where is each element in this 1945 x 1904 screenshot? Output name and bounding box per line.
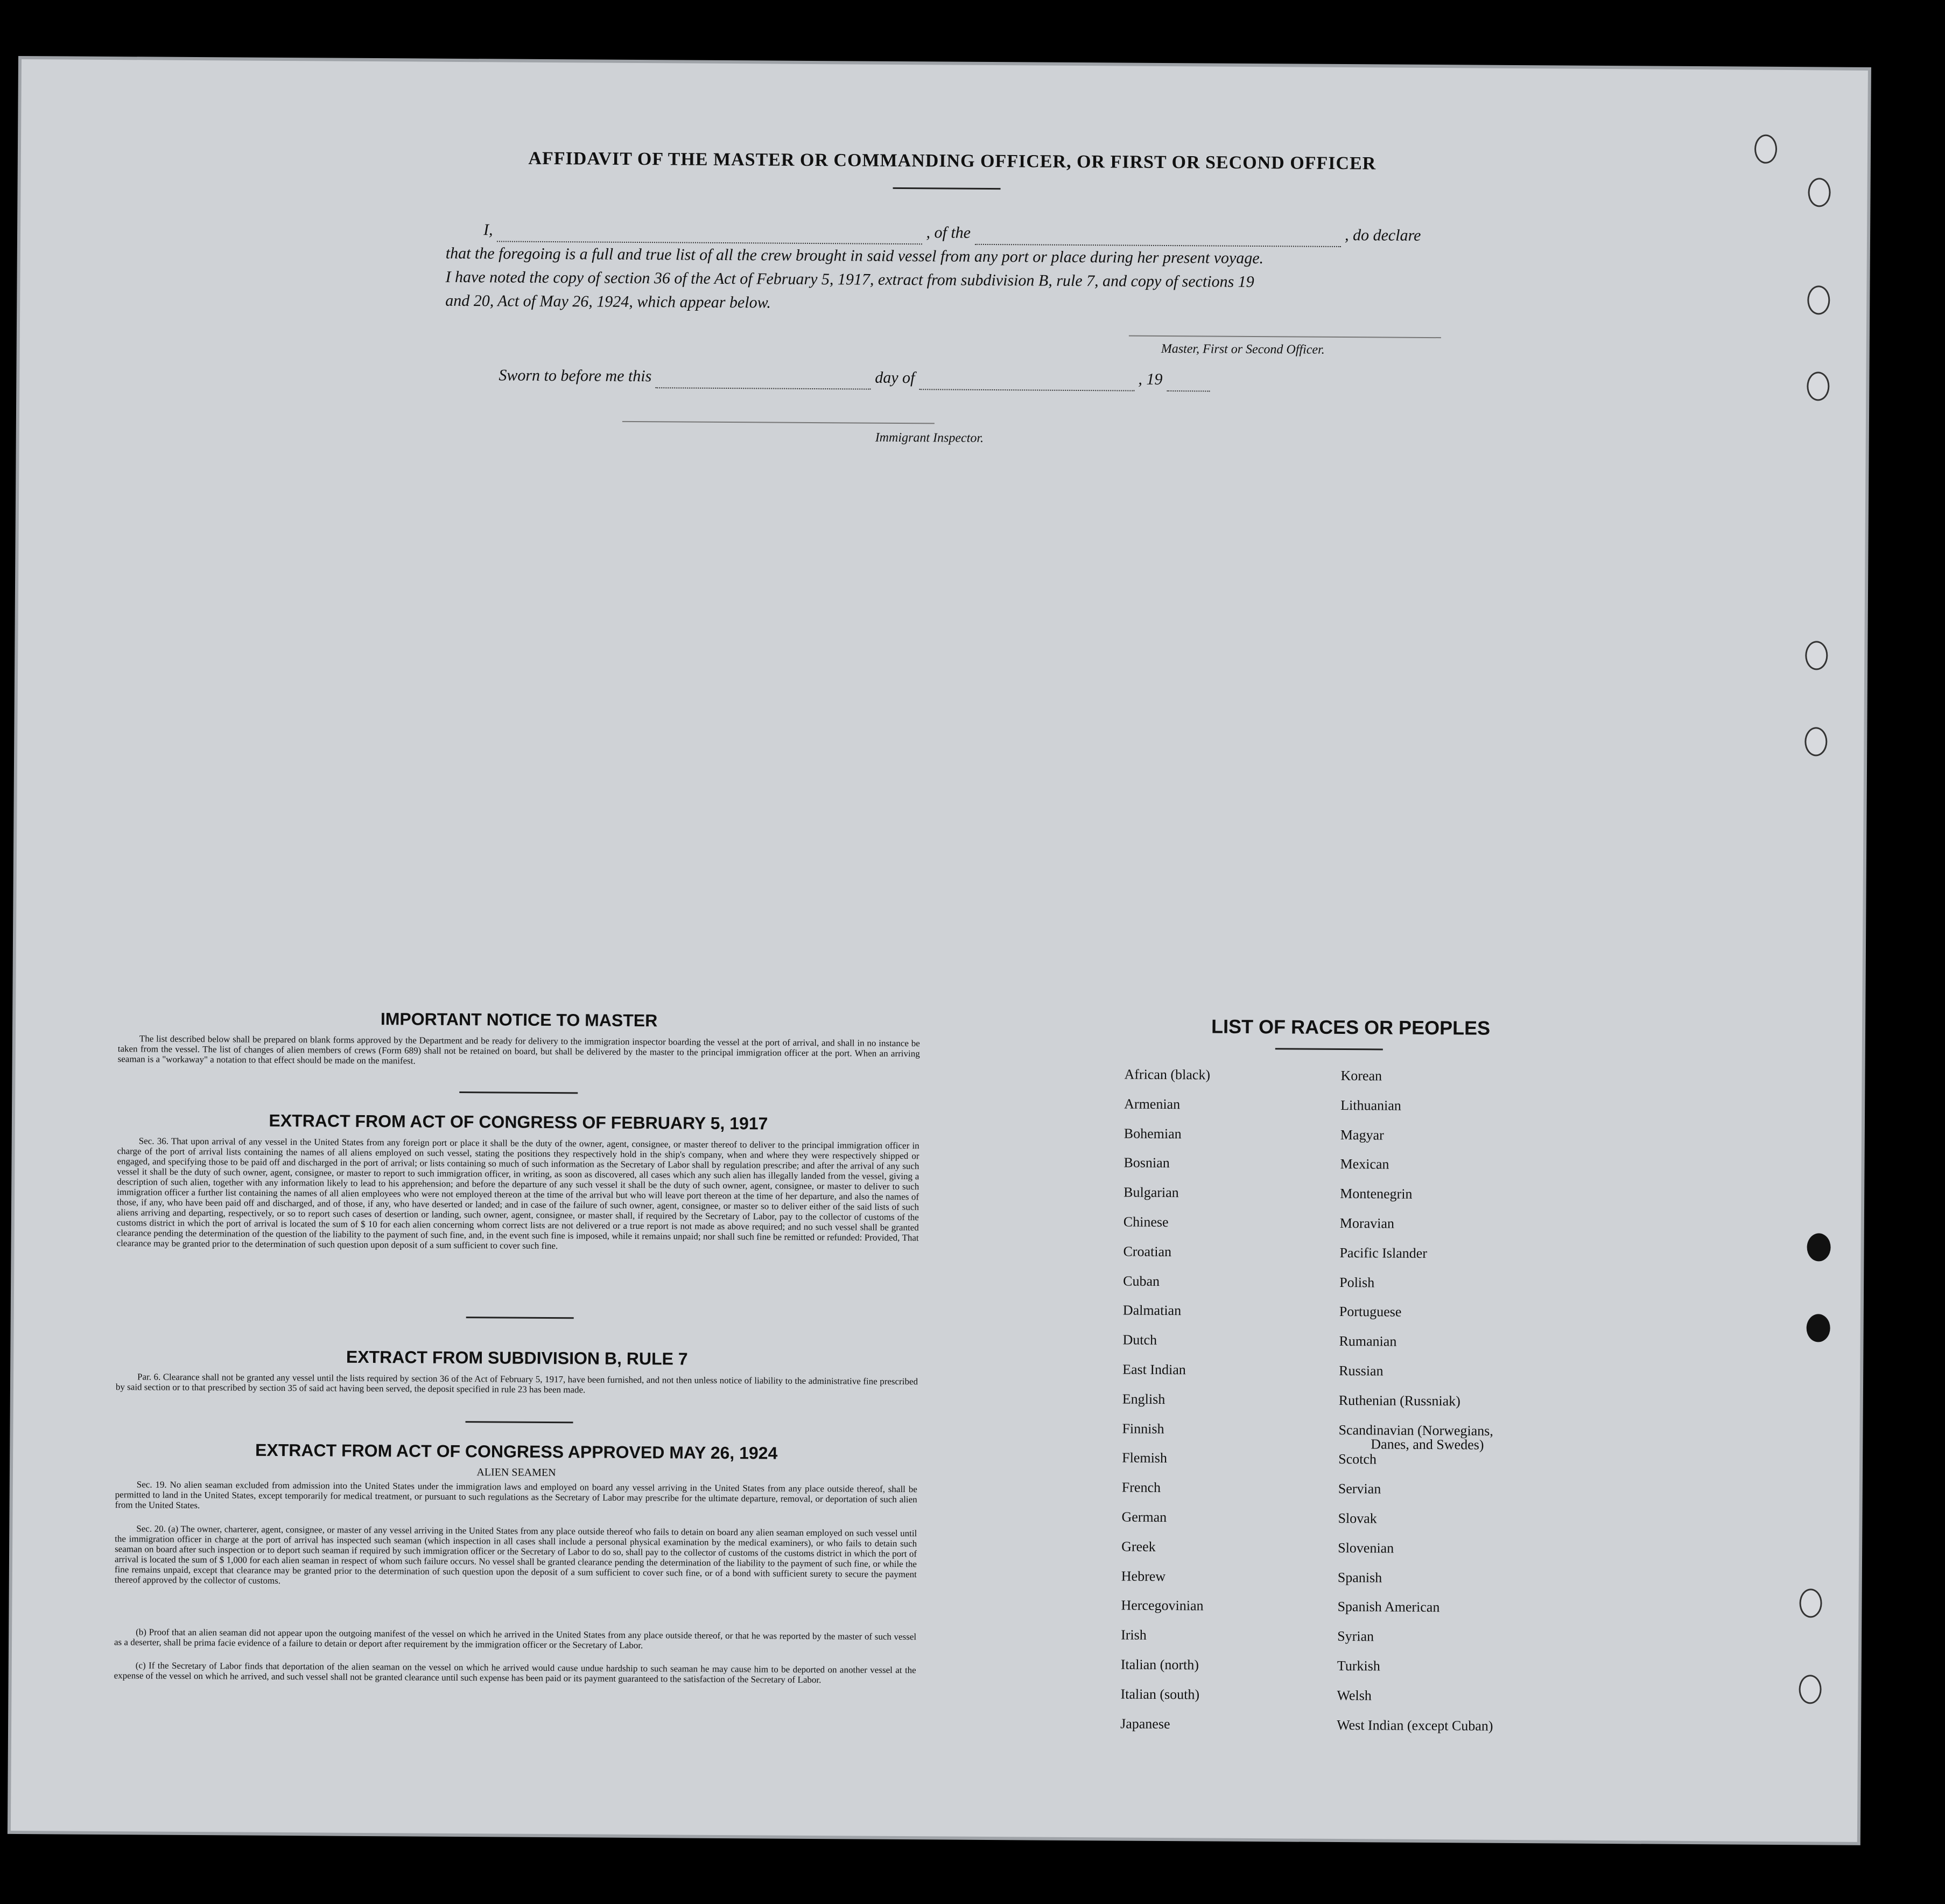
race-item: East Indian <box>1122 1361 1186 1378</box>
i-label: I, <box>483 221 493 239</box>
race-item: Hercegovinian <box>1121 1597 1204 1614</box>
races-rule <box>1275 1048 1383 1050</box>
race-item: Spanish <box>1337 1569 1382 1586</box>
binder-hole-icon <box>1808 178 1830 207</box>
notice-body: The list described below shall be prepared on blank forms approved by the Department and be ready for delivery to the immigration inspector boarding the vessel at the port of arrival, and shall in no instance be taken from the vessel. The list of changes of alien members of crews (Form 689) shall not be retained on board, but shall be delivered by the master to the principal immigration officer at the port. When an arriving seaman is a "workaway" a notation to that effect should be made on the manifest. <box>117 1033 920 1066</box>
inspector-signature-line[interactable] <box>622 421 935 424</box>
race-item: Syrian <box>1337 1628 1374 1644</box>
race-item: Welsh <box>1337 1687 1372 1704</box>
sworn-line <box>498 363 1511 393</box>
race-item: English <box>1122 1391 1165 1407</box>
race-item: West Indian (except Cuban) <box>1337 1717 1493 1734</box>
race-item: Finnish <box>1122 1420 1164 1437</box>
binder-hole-icon <box>1807 372 1829 401</box>
extract-1924-sec20b: (b) Proof that an alien seaman did not appear upon the outgoing manifest of the vessel on which he arrived in the United States from any place outside thereof, or that he was reported by the master of such vessel as a deserter, shall be prima facie evidence of a failure to detain or deport after requirement by the immigration officer or the Secretary of Labor. <box>114 1627 917 1651</box>
binder-hole-icon <box>1754 135 1777 164</box>
extract-1924-sec19: Sec. 19. No alien seaman excluded from admission into the United States under the immigration laws and employed on board any vessel arriving in the United States from any place outside thereof, shall be permitted to land in the United States, except temporarily for medical treatment, or pursuant to such regulations as the Secretary of Labor may prescribe for the ultimate departure, removal, or deportation of such alien from the United States. <box>115 1479 917 1511</box>
declaration-line-2: that the foregoing is a full and true list of all the crew brought in said vessel from any port or place during her present voyage. <box>445 244 1264 268</box>
sworn-day-blank[interactable] <box>656 387 871 389</box>
race-item: Portuguese <box>1339 1304 1402 1320</box>
race-item: Lithuanian <box>1340 1097 1401 1114</box>
extract-1917-rule <box>466 1317 574 1319</box>
binder-hole-icon <box>1799 1675 1821 1704</box>
race-item: Irish <box>1121 1627 1147 1643</box>
extract-1924-title: EXTRACT FROM ACT OF CONGRESS APPROVED MAY 26, 1924 <box>255 1440 778 1463</box>
race-item: Croatian <box>1123 1243 1172 1259</box>
master-signature-line[interactable] <box>1129 335 1441 339</box>
of-the-label: , of the <box>926 223 971 242</box>
race-item: Slovenian <box>1338 1539 1394 1556</box>
rule7-rule <box>466 1421 573 1423</box>
race-item: Chinese <box>1123 1214 1169 1230</box>
binder-hole-dark-icon <box>1807 1233 1830 1261</box>
notice-rule <box>459 1091 578 1094</box>
inspector-signature-label: Immigrant Inspector. <box>875 430 984 445</box>
race-item: Servian <box>1338 1481 1381 1497</box>
notice-title: IMPORTANT NOTICE TO MASTER <box>380 1009 658 1031</box>
race-item: Mexican <box>1340 1156 1389 1172</box>
master-signature-label: Master, First or Second Officer. <box>1161 341 1325 357</box>
race-item: Bohemian <box>1124 1125 1182 1142</box>
race-item: Hebrew <box>1121 1568 1166 1584</box>
sworn-label: Sworn to before me this <box>498 366 652 386</box>
affidavit-title: AFFIDAVIT OF THE MASTER OR COMMANDING OFFICER, OR FIRST OR SECOND OFFICER <box>528 148 1377 174</box>
race-item: Italian (north) <box>1120 1656 1199 1673</box>
race-item: Bulgarian <box>1124 1184 1179 1201</box>
extract-1917-title: EXTRACT FROM ACT OF CONGRESS OF FEBRUARY 5, 1917 <box>269 1110 768 1133</box>
race-item-line: Scandinavian (Norwegians, <box>1338 1422 1493 1439</box>
year-label: , 19 <box>1138 370 1163 388</box>
day-of-label: day of <box>875 368 915 387</box>
race-item: Italian (south) <box>1120 1686 1200 1703</box>
race-item: Japanese <box>1120 1716 1170 1732</box>
race-item: Russian <box>1339 1362 1384 1379</box>
race-item: Scotch <box>1338 1451 1377 1467</box>
extract-1924-subtitle: ALIEN SEAMEN <box>476 1466 556 1479</box>
race-item <box>1338 1423 1607 1454</box>
race-item: Armenian <box>1124 1096 1181 1112</box>
binder-hole-icon <box>1799 1588 1822 1618</box>
title-rule <box>893 187 1001 190</box>
races-title: LIST OF RACES OR PEOPLES <box>1211 1015 1491 1039</box>
race-item: Korean <box>1340 1068 1382 1084</box>
race-item: Greek <box>1121 1538 1156 1555</box>
extract-1924-sec20a: Sec. 20. (a) The owner, charterer, agent, consignee, or master of any vessel arriving in the United States from any place outside thereof who fails to detain on board any alien seaman employed on such vessel until the immigration officer in charge at the port of arrival has inspected such seaman (which inspection in all cases shall include a personal physical examination by the medical examiners), or who fails to detain such seaman on board after such inspection or to deport such seaman if required by such immigration officer or the Secretary of Labor to do so, shall pay to the collector of customs of the customs district in which the port of arrival is located the sum of $ 1,000 for each alien seaman in respect of whom such failure occurs. No vessel shall be granted clearance pending the determination of the liability to the payment of such fine, or while the fine remains unpaid, except that clearance may be granted prior to the determination of such question upon the deposit of a sum sufficient to cover such fine, or of a bond with sufficient surety to secure the payment thereof approved by the collector of customs. <box>114 1523 917 1586</box>
race-item: Magyar <box>1340 1126 1384 1143</box>
binder-hole-icon <box>1805 641 1828 670</box>
binder-hole-icon <box>1804 727 1827 756</box>
race-item: French <box>1121 1479 1161 1496</box>
races-left-column <box>1120 1068 1329 1748</box>
race-item: Montenegrin <box>1340 1186 1413 1202</box>
race-item: Turkish <box>1337 1657 1380 1674</box>
race-item: Dalmatian <box>1122 1302 1182 1319</box>
race-item: German <box>1121 1509 1167 1525</box>
race-item: Cuban <box>1123 1273 1160 1289</box>
declare-label: , do declare <box>1344 226 1421 244</box>
declaration-line-3: I have noted the copy of section 36 of the Act of February 5, 1917, extract from subdivision B, rule 7, and copy of sections 19 <box>445 268 1254 291</box>
extract-1924-sec20c: (c) If the Secretary of Labor finds that deportation of the alien seaman on the vessel on which he arrived would cause undue hardship to such seaman he may cause him to be deported on another vessel at the expense of the vessel on which he arrived, and such vessel shall not be granted clearance until such expense has been paid or its payment guaranteed to the satisfaction of the Secretary of Labor. <box>114 1660 916 1685</box>
race-item: African (black) <box>1124 1066 1211 1083</box>
race-item: Slovak <box>1338 1510 1377 1527</box>
rule7-body: Par. 6. Clearance shall not be granted any vessel until the lists required by section 36 of the Act of February 5, 1917, have been furnished, and not then unless notice of liability to the administrative fine prescribed by said section or to that prescribed by section 35 of said act having been served, the deposit specified in rule 23 has been made. <box>115 1371 918 1395</box>
race-item: Dutch <box>1122 1332 1157 1348</box>
race-item-continuation: Danes, and Swedes) <box>1371 1436 1484 1453</box>
races-right-column <box>1337 1069 1610 1749</box>
document-page <box>11 59 1868 1842</box>
race-item: Polish <box>1339 1274 1375 1290</box>
rule7-title: EXTRACT FROM SUBDIVISION B, RULE 7 <box>346 1347 688 1369</box>
sworn-year-blank[interactable] <box>1167 390 1210 391</box>
race-item: Moravian <box>1339 1215 1395 1231</box>
binder-hole-icon <box>1807 285 1830 314</box>
race-item: Spanish American <box>1337 1599 1440 1615</box>
race-item: Ruthenian (Russniak) <box>1338 1392 1460 1409</box>
declaration-line-4: and 20, Act of May 26, 1924, which appear below. <box>445 291 771 312</box>
binder-hole-dark-icon <box>1807 1314 1830 1342</box>
extract-1917-body: Sec. 36. That upon arrival of any vessel in the United States from any foreign port or place it shall be the duty of the owner, agent, consignee, or master thereof to deliver to the principal immigration officer in charge of the port of arrival lists containing the names of all aliens employed on such vessel, stating the positions they respectively hold in the ship's company, when and where they were respectively shipped or engaged, and specifying those to be paid off and discharged in the port of arrival; or lists containing so much of such information as the Secretary of Labor shall by regulation prescribe; and after the arrival of any such vessel it shall be the duty of such owner, agent, consignee, or master to report to such immigration officer, in writing, as soon as discovered, all cases which any such alien has illegally landed from the vessel, giving a description of such alien, together with any information likely to lead to his apprehension; and before the departure of any such vessel it shall be the duty of such owner, agent, consignee, or master to deliver to such immigration officer a further list containing the names of all alien employees who were not employed thereon at the time of the arrival but who will leave port thereon at the time of her departure, and also the names of those, if any, who have been paid off and discharged, and of those, if any, who have deserted or landed; and in case of the failure of such owner, agent, consignee, or master so to deliver either of the said lists of such aliens arriving and departing, respectively, or so to report such cases of desertion or landing, such owner, agent, consignee, or master shall, if required by the Secretary of Labor, pay to the collector of customs of the customs district in which the port of arrival is located the sum of $ 10 for each alien concerning whom correct lists are not delivered or a true report is not made as above required; and no such vessel shall be granted clearance pending the determination of the question of the liability to the payment of such fine, and, in the event such fine is imposed, while it remains unpaid; nor shall such fine be remitted or refunded: Provided, That clearance may be granted prior to the determination of such question upon deposit of a sum sufficient to cover such fine. <box>116 1136 919 1251</box>
sworn-month-blank[interactable] <box>919 389 1134 391</box>
race-item: Rumanian <box>1339 1333 1397 1349</box>
race-item: Pacific Islander <box>1339 1244 1428 1261</box>
race-item: Bosnian <box>1124 1154 1170 1171</box>
race-item: Flemish <box>1122 1450 1168 1466</box>
